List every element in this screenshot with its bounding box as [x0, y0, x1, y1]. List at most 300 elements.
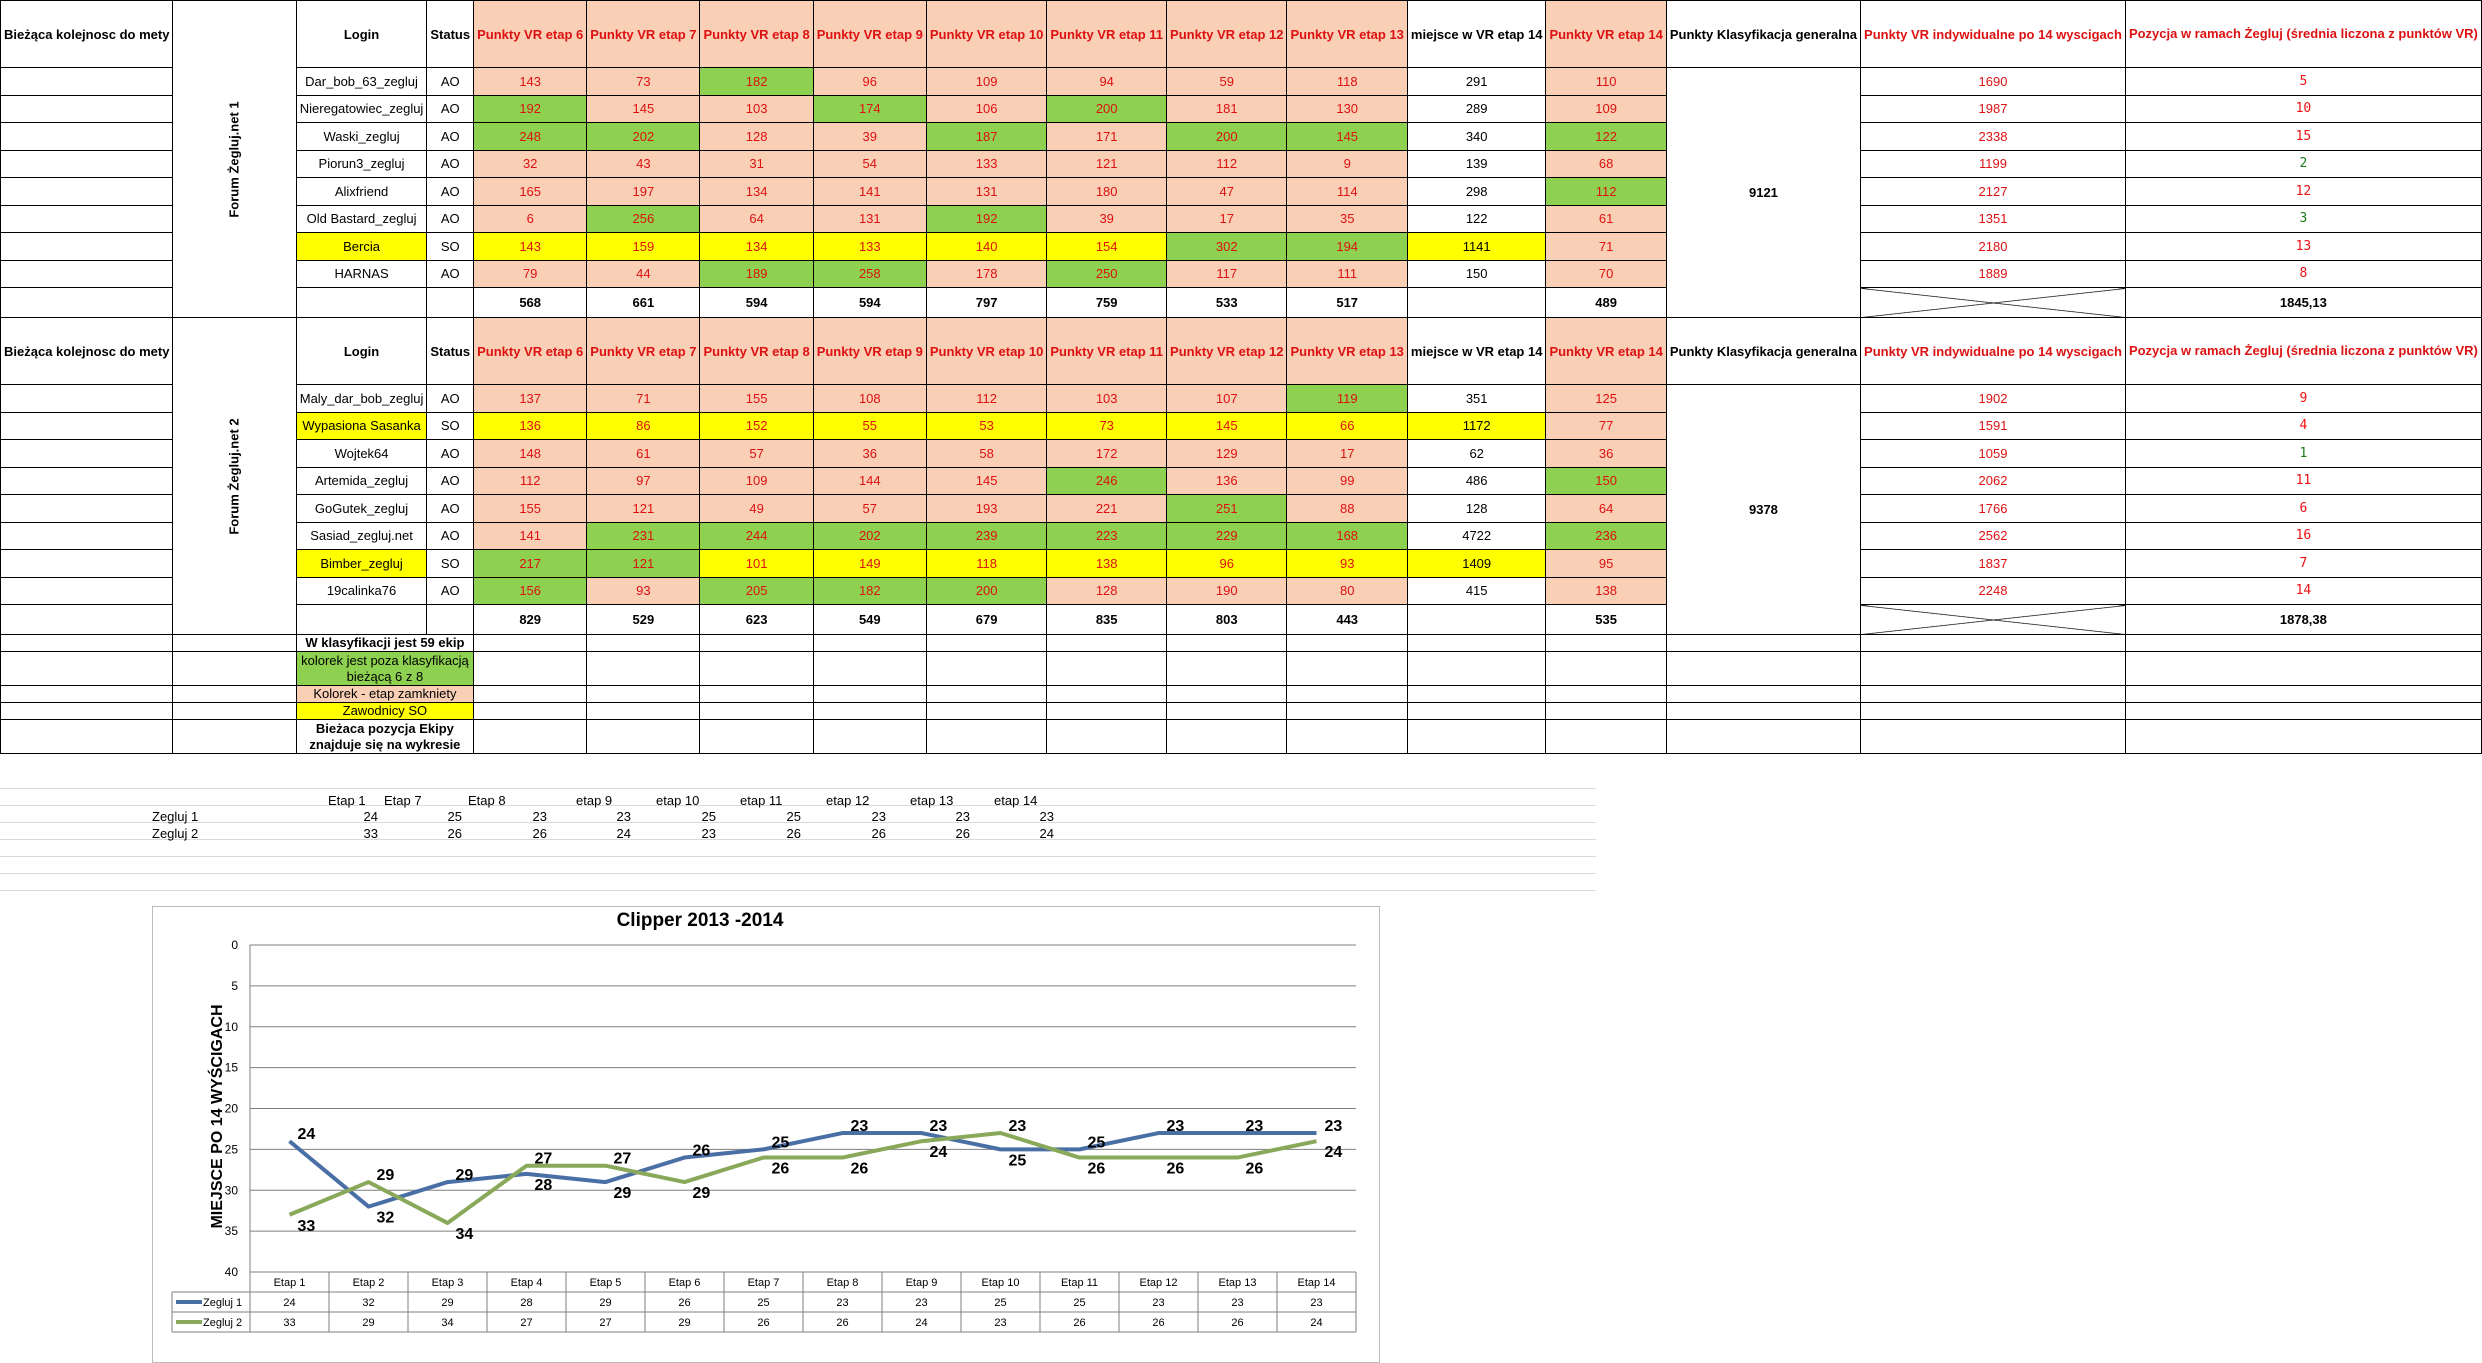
points-cell[interactable]: 31: [700, 150, 813, 178]
header-kolejnosc[interactable]: Bieżąca kolejnosc do mety: [1, 318, 173, 385]
legend-empty[interactable]: [1407, 686, 1546, 703]
miejsce-cell[interactable]: 298: [1407, 178, 1546, 206]
legend-empty[interactable]: [173, 686, 296, 703]
team-average-value[interactable]: 1878,38: [2125, 605, 2481, 635]
login-cell[interactable]: HARNAS: [296, 260, 427, 288]
points-cell[interactable]: 6: [474, 205, 587, 233]
miejsce-cell[interactable]: 1409: [1407, 550, 1546, 578]
miejsce-cell[interactable]: 139: [1407, 150, 1546, 178]
legend-empty[interactable]: [926, 720, 1046, 754]
points-cell[interactable]: 97: [587, 467, 700, 495]
pozycja-cell[interactable]: 3: [2125, 205, 2481, 233]
miejsce-cell[interactable]: 1141: [1407, 233, 1546, 261]
indywidualne-cell[interactable]: 2062: [1861, 467, 2126, 495]
legend-empty[interactable]: [1407, 720, 1546, 754]
login-cell[interactable]: Old Bastard_zegluj: [296, 205, 427, 233]
miejsce-cell[interactable]: 150: [1407, 260, 1546, 288]
points-cell[interactable]: 144: [813, 467, 926, 495]
legend-pink[interactable]: Kolorek - etap zamkniety: [296, 686, 473, 703]
points-cell[interactable]: 80: [1287, 577, 1407, 605]
legend-empty[interactable]: [1047, 686, 1167, 703]
points-cell[interactable]: 53: [926, 412, 1046, 440]
header-etap-9[interactable]: Punkty VR etap 9: [813, 1, 926, 68]
legend-empty[interactable]: [1546, 635, 1666, 652]
sum-cell[interactable]: 623: [700, 605, 813, 635]
legend-empty[interactable]: [1, 720, 173, 754]
sum-etap14-cell[interactable]: 489: [1546, 288, 1666, 318]
points-cell[interactable]: 112: [474, 467, 587, 495]
miejsce-cell[interactable]: 4722: [1407, 522, 1546, 550]
login-cell[interactable]: Artemida_zegluj: [296, 467, 427, 495]
kolejnosc-cell[interactable]: [1, 150, 173, 178]
login-cell[interactable]: Maly_dar_bob_zegluj: [296, 385, 427, 413]
points-etap14-cell[interactable]: 138: [1546, 577, 1666, 605]
crossed-cell[interactable]: [1861, 288, 2126, 318]
indywidualne-cell[interactable]: 2338: [1861, 123, 2126, 151]
pozycja-cell[interactable]: 5: [2125, 68, 2481, 96]
points-cell[interactable]: 96: [813, 68, 926, 96]
legend-empty[interactable]: [926, 703, 1046, 720]
miejsce-cell[interactable]: 128: [1407, 495, 1546, 523]
legend-empty[interactable]: [1861, 703, 2126, 720]
points-cell[interactable]: 103: [700, 95, 813, 123]
legend-empty[interactable]: [1287, 635, 1407, 652]
points-cell[interactable]: 140: [926, 233, 1046, 261]
points-cell[interactable]: 154: [1047, 233, 1167, 261]
points-cell[interactable]: 189: [700, 260, 813, 288]
points-cell[interactable]: 231: [587, 522, 700, 550]
points-cell[interactable]: 112: [926, 385, 1046, 413]
points-cell[interactable]: 192: [926, 205, 1046, 233]
points-cell[interactable]: 256: [587, 205, 700, 233]
legend-empty[interactable]: [1167, 652, 1287, 686]
status-cell[interactable]: AO: [427, 123, 474, 151]
legend-empty[interactable]: [587, 635, 700, 652]
points-etap14-cell[interactable]: 150: [1546, 467, 1666, 495]
points-cell[interactable]: 141: [474, 522, 587, 550]
points-cell[interactable]: 136: [1167, 467, 1287, 495]
points-cell[interactable]: 128: [1047, 577, 1167, 605]
pozycja-cell[interactable]: 11: [2125, 467, 2481, 495]
legend-empty[interactable]: [173, 703, 296, 720]
kolejnosc-cell[interactable]: [1, 68, 173, 96]
status-cell[interactable]: AO: [427, 495, 474, 523]
legend-empty[interactable]: [926, 635, 1046, 652]
status-cell[interactable]: AO: [427, 205, 474, 233]
kolejnosc-cell[interactable]: [1, 522, 173, 550]
points-cell[interactable]: 190: [1167, 577, 1287, 605]
points-etap14-cell[interactable]: 77: [1546, 412, 1666, 440]
points-cell[interactable]: 180: [1047, 178, 1167, 206]
legend-empty[interactable]: [1167, 686, 1287, 703]
points-cell[interactable]: 109: [700, 467, 813, 495]
legend-empty[interactable]: [1666, 686, 1860, 703]
login-cell[interactable]: Bimber_zegluj: [296, 550, 427, 578]
indywidualne-cell[interactable]: 2180: [1861, 233, 2126, 261]
legend-empty[interactable]: [587, 686, 700, 703]
points-cell[interactable]: 223: [1047, 522, 1167, 550]
points-cell[interactable]: 244: [700, 522, 813, 550]
pozycja-cell[interactable]: 6: [2125, 495, 2481, 523]
points-cell[interactable]: 103: [1047, 385, 1167, 413]
pozycja-cell[interactable]: 13: [2125, 233, 2481, 261]
points-cell[interactable]: 64: [700, 205, 813, 233]
legend-empty[interactable]: [1287, 703, 1407, 720]
miejsce-cell[interactable]: 486: [1407, 467, 1546, 495]
legend-empty[interactable]: [926, 686, 1046, 703]
status-cell[interactable]: AO: [427, 577, 474, 605]
points-cell[interactable]: 39: [1047, 205, 1167, 233]
login-cell[interactable]: 19calinka76: [296, 577, 427, 605]
points-cell[interactable]: 159: [587, 233, 700, 261]
pozycja-cell[interactable]: 16: [2125, 522, 2481, 550]
miejsce-cell[interactable]: 62: [1407, 440, 1546, 468]
header-etap-13[interactable]: Punkty VR etap 13: [1287, 1, 1407, 68]
points-cell[interactable]: 61: [587, 440, 700, 468]
legend-empty[interactable]: [813, 686, 926, 703]
miejsce-cell[interactable]: 289: [1407, 95, 1546, 123]
legend-empty[interactable]: [1666, 720, 1860, 754]
legend-empty[interactable]: [1167, 703, 1287, 720]
points-cell[interactable]: 66: [1287, 412, 1407, 440]
pozycja-cell[interactable]: 2: [2125, 150, 2481, 178]
points-cell[interactable]: 96: [1167, 550, 1287, 578]
points-etap14-cell[interactable]: 125: [1546, 385, 1666, 413]
status-cell[interactable]: AO: [427, 385, 474, 413]
legend-empty[interactable]: [587, 652, 700, 686]
points-cell[interactable]: 165: [474, 178, 587, 206]
sum-cell[interactable]: 679: [926, 605, 1046, 635]
pozycja-cell[interactable]: 4: [2125, 412, 2481, 440]
points-cell[interactable]: 88: [1287, 495, 1407, 523]
miejsce-cell[interactable]: 291: [1407, 68, 1546, 96]
points-cell[interactable]: 194: [1287, 233, 1407, 261]
points-cell[interactable]: 302: [1167, 233, 1287, 261]
points-cell[interactable]: 200: [926, 577, 1046, 605]
points-cell[interactable]: 197: [587, 178, 700, 206]
header-miejsce[interactable]: miejsce w VR etap 14: [1407, 318, 1546, 385]
points-cell[interactable]: 131: [813, 205, 926, 233]
header-etap-9[interactable]: Punkty VR etap 9: [813, 318, 926, 385]
legend-empty[interactable]: [1546, 703, 1666, 720]
header-etap-11[interactable]: Punkty VR etap 11: [1047, 1, 1167, 68]
points-cell[interactable]: 134: [700, 178, 813, 206]
points-cell[interactable]: 118: [1287, 68, 1407, 96]
points-cell[interactable]: 32: [474, 150, 587, 178]
legend-empty[interactable]: [173, 635, 296, 652]
points-cell[interactable]: 130: [1287, 95, 1407, 123]
klasyfikacja-value[interactable]: 9121: [1666, 68, 1860, 318]
pozycja-cell[interactable]: 15: [2125, 123, 2481, 151]
legend-empty[interactable]: [173, 720, 296, 754]
kolejnosc-cell[interactable]: [1, 605, 173, 635]
team-name[interactable]: [173, 1, 296, 318]
header-etap-6[interactable]: Punkty VR etap 6: [474, 318, 587, 385]
legend-empty[interactable]: [474, 720, 587, 754]
kolejnosc-cell[interactable]: [1, 550, 173, 578]
indywidualne-cell[interactable]: 1351: [1861, 205, 2126, 233]
legend-empty[interactable]: [474, 635, 587, 652]
indywidualne-cell[interactable]: 2562: [1861, 522, 2126, 550]
legend-green[interactable]: kolorek jest poza klasyfikacją bieżącą 6 z 8: [296, 652, 473, 686]
miejsce-cell[interactable]: 415: [1407, 577, 1546, 605]
sum-cell[interactable]: 568: [474, 288, 587, 318]
points-cell[interactable]: 17: [1287, 440, 1407, 468]
login-cell[interactable]: [296, 288, 427, 318]
header-etap-6[interactable]: Punkty VR etap 6: [474, 1, 587, 68]
legend-empty[interactable]: [1861, 720, 2126, 754]
points-etap14-cell[interactable]: 36: [1546, 440, 1666, 468]
legend-empty[interactable]: [1666, 652, 1860, 686]
status-cell[interactable]: AO: [427, 522, 474, 550]
points-etap14-cell[interactable]: 95: [1546, 550, 1666, 578]
indywidualne-cell[interactable]: 1889: [1861, 260, 2126, 288]
legend-empty[interactable]: [1047, 652, 1167, 686]
legend-empty[interactable]: [1, 686, 173, 703]
pozycja-cell[interactable]: 10: [2125, 95, 2481, 123]
points-cell[interactable]: 59: [1167, 68, 1287, 96]
legend-empty[interactable]: [2125, 652, 2481, 686]
points-cell[interactable]: 35: [1287, 205, 1407, 233]
legend-empty[interactable]: [1047, 720, 1167, 754]
points-etap14-cell[interactable]: 110: [1546, 68, 1666, 96]
legend-empty[interactable]: [1287, 652, 1407, 686]
legend-empty[interactable]: [1666, 635, 1860, 652]
legend-empty[interactable]: [474, 652, 587, 686]
points-cell[interactable]: 217: [474, 550, 587, 578]
points-cell[interactable]: 145: [926, 467, 1046, 495]
points-cell[interactable]: 99: [1287, 467, 1407, 495]
legend-empty[interactable]: [1861, 686, 2126, 703]
kolejnosc-cell[interactable]: [1, 178, 173, 206]
sum-etap14-cell[interactable]: 535: [1546, 605, 1666, 635]
status-cell[interactable]: SO: [427, 233, 474, 261]
header-indywidualne[interactable]: Punkty VR indywidualne po 14 wyscigach: [1861, 318, 2126, 385]
points-cell[interactable]: 202: [587, 123, 700, 151]
indywidualne-cell[interactable]: 1199: [1861, 150, 2126, 178]
legend-empty[interactable]: [1, 703, 173, 720]
points-etap14-cell[interactable]: 122: [1546, 123, 1666, 151]
miejsce-cell[interactable]: 1172: [1407, 412, 1546, 440]
points-cell[interactable]: 47: [1167, 178, 1287, 206]
legend-empty[interactable]: [2125, 720, 2481, 754]
points-cell[interactable]: 200: [1047, 95, 1167, 123]
points-cell[interactable]: 133: [926, 150, 1046, 178]
status-cell[interactable]: AO: [427, 467, 474, 495]
points-cell[interactable]: 171: [1047, 123, 1167, 151]
legend-empty[interactable]: [1666, 703, 1860, 720]
header-etap-12[interactable]: Punkty VR etap 12: [1167, 1, 1287, 68]
kolejnosc-cell[interactable]: [1, 205, 173, 233]
points-cell[interactable]: 73: [587, 68, 700, 96]
pozycja-cell[interactable]: 12: [2125, 178, 2481, 206]
crossed-cell[interactable]: [1861, 605, 2126, 635]
status-cell[interactable]: SO: [427, 550, 474, 578]
points-cell[interactable]: 109: [926, 68, 1046, 96]
points-cell[interactable]: 106: [926, 95, 1046, 123]
points-cell[interactable]: 174: [813, 95, 926, 123]
kolejnosc-cell[interactable]: [1, 440, 173, 468]
legend-empty[interactable]: [2125, 703, 2481, 720]
points-cell[interactable]: 117: [1167, 260, 1287, 288]
points-cell[interactable]: 133: [813, 233, 926, 261]
kolejnosc-cell[interactable]: [1, 412, 173, 440]
points-cell[interactable]: 200: [1167, 123, 1287, 151]
points-cell[interactable]: 129: [1167, 440, 1287, 468]
points-cell[interactable]: 246: [1047, 467, 1167, 495]
legend-empty[interactable]: [1047, 703, 1167, 720]
header-login[interactable]: Login: [296, 1, 427, 68]
status-cell[interactable]: [427, 288, 474, 318]
points-cell[interactable]: 17: [1167, 205, 1287, 233]
points-cell[interactable]: 202: [813, 522, 926, 550]
legend-count[interactable]: W klasyfikacji jest 59 ekip: [296, 635, 473, 652]
points-cell[interactable]: 121: [587, 495, 700, 523]
points-cell[interactable]: 155: [474, 495, 587, 523]
points-etap14-cell[interactable]: 64: [1546, 495, 1666, 523]
points-cell[interactable]: 101: [700, 550, 813, 578]
points-cell[interactable]: 93: [1287, 550, 1407, 578]
points-cell[interactable]: 156: [474, 577, 587, 605]
points-cell[interactable]: 112: [1167, 150, 1287, 178]
legend-empty[interactable]: [1, 652, 173, 686]
header-status[interactable]: Status: [427, 318, 474, 385]
points-cell[interactable]: 128: [700, 123, 813, 151]
points-cell[interactable]: 71: [587, 385, 700, 413]
points-cell[interactable]: 107: [1167, 385, 1287, 413]
points-cell[interactable]: 258: [813, 260, 926, 288]
points-cell[interactable]: 121: [587, 550, 700, 578]
legend-empty[interactable]: [1861, 652, 2126, 686]
header-indywidualne[interactable]: Punkty VR indywidualne po 14 wyscigach: [1861, 1, 2126, 68]
legend-empty[interactable]: [1546, 652, 1666, 686]
points-etap14-cell[interactable]: 109: [1546, 95, 1666, 123]
points-cell[interactable]: 94: [1047, 68, 1167, 96]
points-cell[interactable]: 44: [587, 260, 700, 288]
legend-empty[interactable]: [700, 635, 813, 652]
points-cell[interactable]: 181: [1167, 95, 1287, 123]
status-cell[interactable]: AO: [427, 68, 474, 96]
sum-cell[interactable]: 533: [1167, 288, 1287, 318]
sum-cell[interactable]: 549: [813, 605, 926, 635]
team-name[interactable]: [173, 318, 296, 635]
header-etap-7[interactable]: Punkty VR etap 7: [587, 1, 700, 68]
sum-cell[interactable]: 797: [926, 288, 1046, 318]
legend-empty[interactable]: [1546, 686, 1666, 703]
points-cell[interactable]: 193: [926, 495, 1046, 523]
points-cell[interactable]: 136: [474, 412, 587, 440]
pozycja-cell[interactable]: 8: [2125, 260, 2481, 288]
header-etap-7[interactable]: Punkty VR etap 7: [587, 318, 700, 385]
points-cell[interactable]: 155: [700, 385, 813, 413]
points-cell[interactable]: 36: [813, 440, 926, 468]
login-cell[interactable]: [296, 605, 427, 635]
legend-empty[interactable]: [474, 703, 587, 720]
pozycja-cell[interactable]: 14: [2125, 577, 2481, 605]
login-cell[interactable]: Alixfriend: [296, 178, 427, 206]
points-cell[interactable]: 143: [474, 233, 587, 261]
status-cell[interactable]: AO: [427, 150, 474, 178]
kolejnosc-cell[interactable]: [1, 577, 173, 605]
points-cell[interactable]: 93: [587, 577, 700, 605]
points-cell[interactable]: 141: [813, 178, 926, 206]
points-etap14-cell[interactable]: 71: [1546, 233, 1666, 261]
status-cell[interactable]: AO: [427, 440, 474, 468]
kolejnosc-cell[interactable]: [1, 260, 173, 288]
points-cell[interactable]: 119: [1287, 385, 1407, 413]
login-cell[interactable]: Piorun3_zegluj: [296, 150, 427, 178]
status-cell[interactable]: AO: [427, 95, 474, 123]
points-cell[interactable]: 43: [587, 150, 700, 178]
points-cell[interactable]: 54: [813, 150, 926, 178]
points-etap14-cell[interactable]: 68: [1546, 150, 1666, 178]
status-cell[interactable]: [427, 605, 474, 635]
header-klasyfikacja[interactable]: Punkty Klasyfikacja generalna: [1666, 318, 1860, 385]
points-cell[interactable]: 229: [1167, 522, 1287, 550]
kolejnosc-cell[interactable]: [1, 467, 173, 495]
header-etap-10[interactable]: Punkty VR etap 10: [926, 318, 1046, 385]
points-cell[interactable]: 73: [1047, 412, 1167, 440]
indywidualne-cell[interactable]: 2127: [1861, 178, 2126, 206]
miejsce-cell[interactable]: [1407, 288, 1546, 318]
header-etap-14[interactable]: Punkty VR etap 14: [1546, 1, 1666, 68]
pozycja-cell[interactable]: 1: [2125, 440, 2481, 468]
login-cell[interactable]: Sasiad_zegluj.net: [296, 522, 427, 550]
pozycja-cell[interactable]: 7: [2125, 550, 2481, 578]
sum-cell[interactable]: 529: [587, 605, 700, 635]
legend-empty[interactable]: [2125, 686, 2481, 703]
kolejnosc-cell[interactable]: [1, 123, 173, 151]
sum-cell[interactable]: 661: [587, 288, 700, 318]
points-cell[interactable]: 182: [813, 577, 926, 605]
points-cell[interactable]: 221: [1047, 495, 1167, 523]
sum-cell[interactable]: 835: [1047, 605, 1167, 635]
points-cell[interactable]: 121: [1047, 150, 1167, 178]
miejsce-cell[interactable]: 351: [1407, 385, 1546, 413]
indywidualne-cell[interactable]: 2248: [1861, 577, 2126, 605]
points-cell[interactable]: 49: [700, 495, 813, 523]
status-cell[interactable]: AO: [427, 178, 474, 206]
legend-yellow[interactable]: Zawodnicy SO: [296, 703, 473, 720]
points-cell[interactable]: 39: [813, 123, 926, 151]
points-cell[interactable]: 131: [926, 178, 1046, 206]
legend-empty[interactable]: [1861, 635, 2126, 652]
miejsce-cell[interactable]: 340: [1407, 123, 1546, 151]
indywidualne-cell[interactable]: 1766: [1861, 495, 2126, 523]
points-cell[interactable]: 251: [1167, 495, 1287, 523]
legend-empty[interactable]: [1407, 703, 1546, 720]
sum-cell[interactable]: 594: [700, 288, 813, 318]
points-cell[interactable]: 239: [926, 522, 1046, 550]
header-etap-8[interactable]: Punkty VR etap 8: [700, 318, 813, 385]
legend-empty[interactable]: [813, 703, 926, 720]
points-cell[interactable]: 248: [474, 123, 587, 151]
legend-empty[interactable]: [1167, 635, 1287, 652]
points-cell[interactable]: 148: [474, 440, 587, 468]
points-cell[interactable]: 9: [1287, 150, 1407, 178]
points-cell[interactable]: 55: [813, 412, 926, 440]
legend-empty[interactable]: [173, 652, 296, 686]
points-cell[interactable]: 58: [926, 440, 1046, 468]
sum-cell[interactable]: 594: [813, 288, 926, 318]
kolejnosc-cell[interactable]: [1, 495, 173, 523]
legend-empty[interactable]: [1407, 652, 1546, 686]
legend-empty[interactable]: [1287, 686, 1407, 703]
points-cell[interactable]: 205: [700, 577, 813, 605]
header-etap-10[interactable]: Punkty VR etap 10: [926, 1, 1046, 68]
points-cell[interactable]: 57: [813, 495, 926, 523]
header-etap-11[interactable]: Punkty VR etap 11: [1047, 318, 1167, 385]
